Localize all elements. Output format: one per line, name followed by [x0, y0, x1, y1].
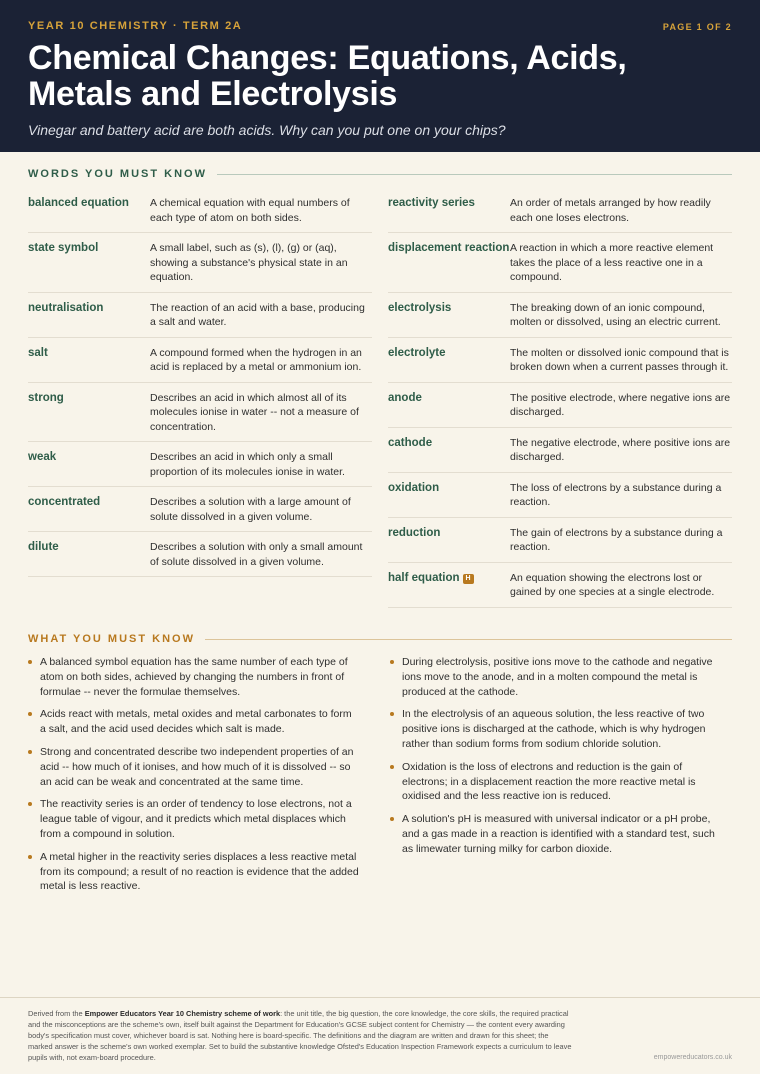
- bullet-dot-icon: [390, 765, 394, 769]
- glossary-left-column: [28, 188, 372, 577]
- words-section-heading: [28, 168, 732, 180]
- glossary-row: [28, 383, 372, 443]
- bullet-dot-icon: [390, 660, 394, 664]
- glossary-row: [388, 518, 732, 563]
- glossary-definition: The negative electrode, where positive ions are discharged.: [510, 436, 731, 463]
- glossary-term-text: neutralisation: [28, 301, 104, 314]
- glossary-row: [28, 532, 372, 577]
- glossary-term: [388, 481, 510, 510]
- glossary-row: [28, 338, 372, 383]
- know-heading-text: WHAT YOU MUST KNOW: [28, 633, 195, 645]
- bullet-dot-icon: [390, 712, 394, 716]
- knowledge-bullet-text: During electrolysis, positive ions move to the cathode and negative ions move to the anode, and in a molten compound the metal is produced at the cathode.: [402, 656, 713, 698]
- knowledge-bullet-text: A solution's pH is measured with universal indicator or a pH probe, and a gas made in a reaction is identified with a standard test, such as limewater turning milky for carbon dioxide.: [402, 813, 715, 855]
- knowledge-bullet-text: Acids react with metals, metal oxides and metal carbonates to form a salt, and the acid used decides which salt is made.: [40, 708, 352, 736]
- glossary-row: [388, 188, 732, 233]
- bullet-dot-icon: [28, 750, 32, 754]
- glossary-term: [388, 526, 510, 555]
- glossary-term-text: reduction: [388, 526, 441, 539]
- glossary-term-text: dilute: [28, 541, 59, 553]
- glossary-term: [28, 241, 150, 285]
- glossary-term-text: electrolyte: [388, 346, 446, 359]
- glossary-row: [28, 442, 372, 487]
- glossary-term-text: displacement reaction: [388, 242, 510, 254]
- glossary-term: [388, 571, 510, 600]
- glossary-term: [388, 196, 510, 225]
- glossary-definition: A chemical equation with equal numbers of each type of atom on both sides.: [150, 197, 350, 224]
- knowledge-bullet-text: A balanced symbol equation has the same number of each type of atom on both sides, achieved by changing the numbers in front of formulae -- never the formulae themselves.: [40, 656, 348, 698]
- knowledge-right-list: [390, 655, 722, 865]
- knowledge-left-list: [28, 655, 360, 902]
- glossary-term-text: balanced equation: [28, 197, 129, 209]
- words-heading-rule: [217, 174, 732, 175]
- page-number: PAGE 1 OF 2: [662, 22, 732, 32]
- glossary-row: [388, 338, 732, 383]
- glossary-definition: The gain of electrons by a substance during a reaction.: [510, 526, 723, 553]
- know-section-heading: [28, 633, 732, 645]
- knowledge-bullet: [28, 797, 360, 841]
- glossary-definition: The molten or dissolved ionic compound that is broken down when a current passes through it.: [510, 346, 729, 373]
- glossary-term: [28, 196, 150, 225]
- glossary-term: [28, 450, 150, 479]
- glossary-definition: The positive electrode, where negative ions are discharged.: [510, 391, 731, 418]
- glossary-term: [388, 436, 510, 465]
- source-note-body: : the unit title, the big question, the core knowledge, the core skills, the required practical and the misconceptions are the scheme's own, itself built against the Department for Education's GCSE subject content for Chemistry — the content every awarding body's specification must cover, whichever board is sat. Nothing here is board-specific. The definitions and the diagram are written and drawn for this sheet; the marked answer is the scheme's own worked exemplar. Set to build the substantive knowledge Ofsted's Education Inspection Framework expects a curriculum to leave pupils with, not exam-board procedure.: [28, 1009, 572, 1062]
- footer-url: empowereducators.co.uk: [653, 1054, 732, 1061]
- glossary-row: [28, 487, 372, 532]
- glossary-definition: Describes a solution with a large amount of solute dissolved in a given volume.: [150, 496, 351, 523]
- glossary-term-text: cathode: [388, 436, 433, 449]
- knowledge-bullet: [28, 850, 360, 894]
- glossary-definition: A reaction in which a more reactive element takes the place of a less reactive one in a compound.: [510, 242, 714, 283]
- knowledge-bullet-text: Strong and concentrated describe two independent properties of an acid -- how much of it ionises, and how much of it is dissolved -- so an acid can be weak and concentrated at the same time.: [40, 745, 354, 788]
- glossary-definition: A small label, such as (s), (l), (g) or (aq), showing a substance's physical state in an equation.: [150, 242, 348, 283]
- glossary-term-text: half equation: [388, 571, 460, 584]
- page-header: [0, 0, 760, 152]
- glossary-term-text: weak: [28, 451, 57, 463]
- glossary-definition: The reaction of an acid with a base, producing a salt and water.: [150, 301, 365, 328]
- glossary-right-column: [388, 188, 732, 608]
- bullet-dot-icon: [28, 712, 32, 716]
- knowledge-bullet-text: The reactivity series is an order of tendency to lose electrons, not a league table of vigour, and it predicts which metal displaces which from a compound in solution.: [40, 798, 352, 840]
- glossary-definition: An order of metals arranged by how readily each one loses electrons.: [510, 197, 711, 224]
- knowledge-bullet-text: In the electrolysis of an aqueous solution, the less reactive of two positive ions is discharged at the cathode, which is why hydrogen rather than sodium forms from sodium chloride solution.: [402, 708, 706, 750]
- glossary-row: [388, 428, 732, 473]
- glossary-term: [28, 540, 150, 569]
- big-question: Vinegar and battery acid are both acids. Why can you put one on your chips?: [28, 122, 506, 138]
- glossary-definition: Describes an acid in which almost all of its molecules ionise in water -- not a measure of concentration.: [150, 391, 359, 433]
- knowledge-bullet: [390, 655, 722, 699]
- bullet-dot-icon: [28, 660, 32, 664]
- glossary-term: [28, 495, 150, 524]
- bullet-dot-icon: [28, 802, 32, 806]
- knowledge-bullet: [28, 655, 360, 699]
- glossary-term: [28, 346, 150, 375]
- glossary-row: [28, 188, 372, 233]
- glossary-term: [388, 241, 510, 285]
- source-note: [28, 1008, 573, 1063]
- bullet-dot-icon: [28, 855, 32, 859]
- glossary-term-text: salt: [28, 346, 48, 359]
- glossary-term-text: concentrated: [28, 496, 101, 508]
- knowledge-bullet: [390, 760, 722, 804]
- glossary-row: [28, 293, 372, 338]
- glossary-term-text: strong: [28, 391, 64, 404]
- glossary-term: [388, 391, 510, 420]
- glossary-row: [388, 233, 732, 293]
- bullet-dot-icon: [390, 817, 394, 821]
- glossary-row: [388, 293, 732, 338]
- glossary-row: [388, 383, 732, 428]
- source-note-scheme: Empower Educators Year 10 Chemistry scheme of work: [84, 1009, 281, 1018]
- glossary-term: [28, 301, 150, 330]
- glossary-definition: The breaking down of an ionic compound, molten or dissolved, using an electric current.: [510, 301, 721, 328]
- source-note-prefix: Derived from the: [28, 1009, 85, 1018]
- glossary-term-text: anode: [388, 391, 422, 404]
- higher-tier-badge: H: [463, 574, 474, 584]
- glossary-term-text: oxidation: [388, 481, 440, 494]
- knowledge-bullet: [390, 707, 722, 751]
- glossary-term-text: electrolysis: [388, 301, 452, 314]
- glossary-term-text: reactivity series: [388, 197, 475, 209]
- page-footer: [0, 997, 760, 1074]
- glossary-definition: Describes a solution with only a small amount of solute dissolved in a given volume.: [150, 541, 363, 568]
- course-label: YEAR 10 CHEMISTRY · TERM 2A: [28, 20, 243, 32]
- glossary-term: [388, 301, 510, 330]
- knowledge-bullet: [28, 707, 360, 737]
- knowledge-bullet: [390, 812, 722, 856]
- glossary-row: [388, 473, 732, 518]
- page-title: Chemical Changes: Equations, Acids, Metals and Electrolysis: [28, 39, 627, 113]
- knowledge-bullet: [28, 745, 360, 789]
- glossary-term: [28, 391, 150, 435]
- glossary-row: [388, 563, 732, 608]
- knowledge-bullet-text: A metal higher in the reactivity series displaces a less reactive metal from its compound; a result of no reaction is evidence that the added metal is less reactive.: [40, 850, 359, 893]
- glossary-definition: The loss of electrons by a substance during a reaction.: [510, 481, 722, 508]
- words-heading-text: WORDS YOU MUST KNOW: [28, 168, 207, 180]
- glossary-row: [28, 233, 372, 293]
- glossary-term: [388, 346, 510, 375]
- glossary-definition: A compound formed when the hydrogen in an acid is replaced by a metal or ammonium ion.: [150, 346, 362, 373]
- glossary-definition: Describes an acid in which only a small proportion of its molecules ionise in water.: [150, 451, 345, 478]
- glossary-term-text: state symbol: [28, 242, 99, 254]
- glossary-definition: An equation showing the electrons lost or gained by one species at a single electrode.: [510, 571, 715, 598]
- knowledge-bullet-text: Oxidation is the loss of electrons and reduction is the gain of electrons; in a displacement reaction the more reactive metal is oxidised and the less reactive ion is reduced.: [402, 760, 696, 803]
- know-heading-rule: [205, 639, 732, 640]
